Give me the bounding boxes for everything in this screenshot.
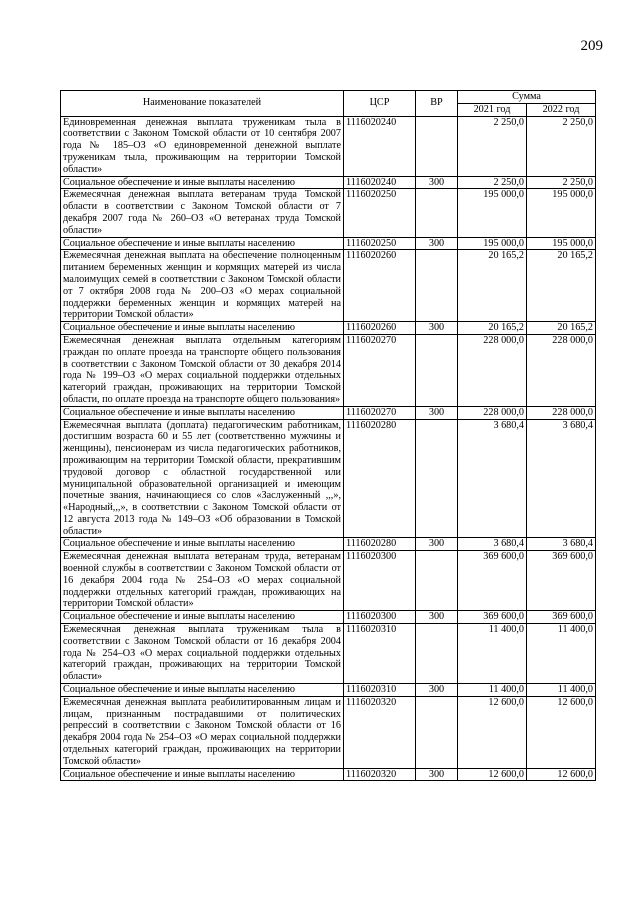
row-code: 1116020260	[344, 250, 416, 322]
table-row	[61, 419, 596, 538]
row-sum-2021: 12 600,0	[458, 696, 527, 768]
row-code: 1116020320	[344, 696, 416, 768]
row-name: Ежемесячная денежная выплата на обеспечение полноценным питанием беременных женщин и кормящих матерей из числа малоимущих семей в соответствии с Законом Томской области от 7 октября 2008 года № 200–ОЗ «О мерах социальной поддержки беременных женщин и кормящих матерей на территории Томской области»	[61, 250, 344, 322]
row-sum-2022: 228 000,0	[527, 406, 596, 419]
row-vr: 300	[416, 684, 458, 697]
row-sum-2022: 12 600,0	[527, 696, 596, 768]
row-name: Социальное обеспечение и иные выплаты населению	[61, 322, 344, 335]
header-year-2021: 2021 год	[458, 103, 527, 116]
page-number: 209	[580, 38, 603, 54]
table-row	[61, 551, 596, 611]
row-name: Социальное обеспечение и иные выплаты населению	[61, 538, 344, 551]
row-sum-2021: 20 165,2	[458, 322, 527, 335]
row-sum-2021: 20 165,2	[458, 250, 527, 322]
row-name: Ежемесячная денежная выплата отдельным категориям граждан по оплате проезда на транспорте общего пользования в соответствии с Законом Томской области от 30 декабря 2014 года № 199–ОЗ «О мерах социальной поддержки отдельных категорий граждан, проживающих на территории Томской области, по оплате проезда на транспорте общего пользования»	[61, 334, 344, 406]
row-sum-2022: 12 600,0	[527, 768, 596, 781]
row-sum-2022: 3 680,4	[527, 538, 596, 551]
table-row	[61, 406, 596, 419]
row-code: 1116020240	[344, 176, 416, 189]
row-sum-2022: 20 165,2	[527, 250, 596, 322]
row-sum-2021: 2 250,0	[458, 116, 527, 176]
row-sum-2022: 195 000,0	[527, 237, 596, 250]
row-name: Единовременная денежная выплата труженикам тыла в соответствии с Законом Томской области от 10 сентября 2007 года № 185–ОЗ «О единовременной денежной выплате труженикам тыла, проживающим на территории Томской области»	[61, 116, 344, 176]
row-vr	[416, 189, 458, 237]
header-vr: ВР	[416, 91, 458, 117]
row-vr: 300	[416, 538, 458, 551]
row-sum-2021: 195 000,0	[458, 189, 527, 237]
table-row	[61, 768, 596, 781]
row-name: Ежемесячная выплата (доплата) педагогическим работникам, достигшим возраста 60 и 55 лет (соответственно мужчины и женщины), пенсионерам из числа педагогических работников, проживающим на территории Томской области, прекратившим трудовой договор с областной государственной или муниципальной образовательной организацией и имеющим почетные звания, начинающиеся со слов «Заслуженный ,,,», «Народный,,,», в соответствии с Законом Томской области от 12 августа 2013 года № 149–ОЗ «Об образовании в Томской области»	[61, 419, 344, 538]
table-row	[61, 237, 596, 250]
row-sum-2022: 195 000,0	[527, 189, 596, 237]
row-sum-2021: 3 680,4	[458, 538, 527, 551]
header-sum: Сумма	[458, 91, 596, 104]
row-sum-2022: 228 000,0	[527, 334, 596, 406]
row-sum-2021: 12 600,0	[458, 768, 527, 781]
row-code: 1116020260	[344, 322, 416, 335]
row-sum-2021: 3 680,4	[458, 419, 527, 538]
row-name: Социальное обеспечение и иные выплаты населению	[61, 406, 344, 419]
row-code: 1116020320	[344, 768, 416, 781]
table-row	[61, 322, 596, 335]
header-name: Наименование показателей	[61, 91, 344, 117]
row-code: 1116020250	[344, 237, 416, 250]
row-vr	[416, 551, 458, 611]
row-name: Ежемесячная денежная выплата ветеранам труда, ветеранам военной службы в соответствии с Законом Томской области от 16 декабря 2004 года № 254–ОЗ «О мерах социальной поддержки отдельных категорий граждан, проживающих на территории Томской области»	[61, 551, 344, 611]
row-name: Социальное обеспечение и иные выплаты населению	[61, 768, 344, 781]
row-vr	[416, 624, 458, 684]
row-name: Ежемесячная денежная выплата реабилитированным лицам и лицам, признанным пострадавшими от политических репрессий в соответствии с Законом Томской области от 16 декабря 2004 года № 254–ОЗ «О мерах социальной поддержки отдельных категорий граждан, проживающих на территории Томской области»	[61, 696, 344, 768]
row-sum-2021: 369 600,0	[458, 551, 527, 611]
row-sum-2021: 369 600,0	[458, 611, 527, 624]
row-sum-2021: 228 000,0	[458, 406, 527, 419]
row-vr: 300	[416, 768, 458, 781]
row-vr	[416, 419, 458, 538]
row-sum-2021: 2 250,0	[458, 176, 527, 189]
row-name: Социальное обеспечение и иные выплаты населению	[61, 611, 344, 624]
row-sum-2021: 228 000,0	[458, 334, 527, 406]
row-sum-2021: 11 400,0	[458, 624, 527, 684]
row-vr: 300	[416, 322, 458, 335]
row-vr: 300	[416, 611, 458, 624]
row-sum-2022: 2 250,0	[527, 116, 596, 176]
table-row	[61, 684, 596, 697]
row-code: 1116020310	[344, 624, 416, 684]
row-code: 1116020280	[344, 419, 416, 538]
row-name: Ежемесячная денежная выплата ветеранам труда Томской области в соответствии с Законом Томской области от 7 декабря 2007 года № 260–ОЗ «О ветеранах труда Томской области»	[61, 189, 344, 237]
row-code: 1116020270	[344, 334, 416, 406]
row-sum-2022: 11 400,0	[527, 624, 596, 684]
table-row	[61, 334, 596, 406]
table-row	[61, 189, 596, 237]
row-sum-2022: 20 165,2	[527, 322, 596, 335]
table-row	[61, 538, 596, 551]
row-name: Ежемесячная денежная выплата труженикам тыла в соответствии с Законом Томской области от 16 декабря 2004 года № 254–ОЗ «О мерах социальной поддержки отдельных категорий граждан, проживающих на территории Томской области»	[61, 624, 344, 684]
table-row	[61, 250, 596, 322]
row-sum-2022: 369 600,0	[527, 611, 596, 624]
row-vr: 300	[416, 406, 458, 419]
row-vr	[416, 116, 458, 176]
row-sum-2022: 2 250,0	[527, 176, 596, 189]
row-sum-2022: 369 600,0	[527, 551, 596, 611]
table-row	[61, 116, 596, 176]
row-code: 1116020280	[344, 538, 416, 551]
row-vr	[416, 250, 458, 322]
row-vr: 300	[416, 176, 458, 189]
row-sum-2022: 3 680,4	[527, 419, 596, 538]
table-header	[61, 91, 596, 117]
row-code: 1116020300	[344, 611, 416, 624]
row-code: 1116020240	[344, 116, 416, 176]
row-code: 1116020270	[344, 406, 416, 419]
budget-table	[60, 90, 596, 781]
header-year-2022: 2022 год	[527, 103, 596, 116]
row-name: Социальное обеспечение и иные выплаты населению	[61, 684, 344, 697]
row-sum-2022: 11 400,0	[527, 684, 596, 697]
row-sum-2021: 11 400,0	[458, 684, 527, 697]
row-vr	[416, 696, 458, 768]
row-code: 1116020300	[344, 551, 416, 611]
table-row	[61, 624, 596, 684]
table-row	[61, 176, 596, 189]
row-name: Социальное обеспечение и иные выплаты населению	[61, 237, 344, 250]
row-sum-2021: 195 000,0	[458, 237, 527, 250]
table-row	[61, 611, 596, 624]
row-vr: 300	[416, 237, 458, 250]
row-vr	[416, 334, 458, 406]
header-code: ЦСР	[344, 91, 416, 117]
table-body	[61, 116, 596, 781]
table-row	[61, 696, 596, 768]
row-code: 1116020250	[344, 189, 416, 237]
row-name: Социальное обеспечение и иные выплаты населению	[61, 176, 344, 189]
row-code: 1116020310	[344, 684, 416, 697]
